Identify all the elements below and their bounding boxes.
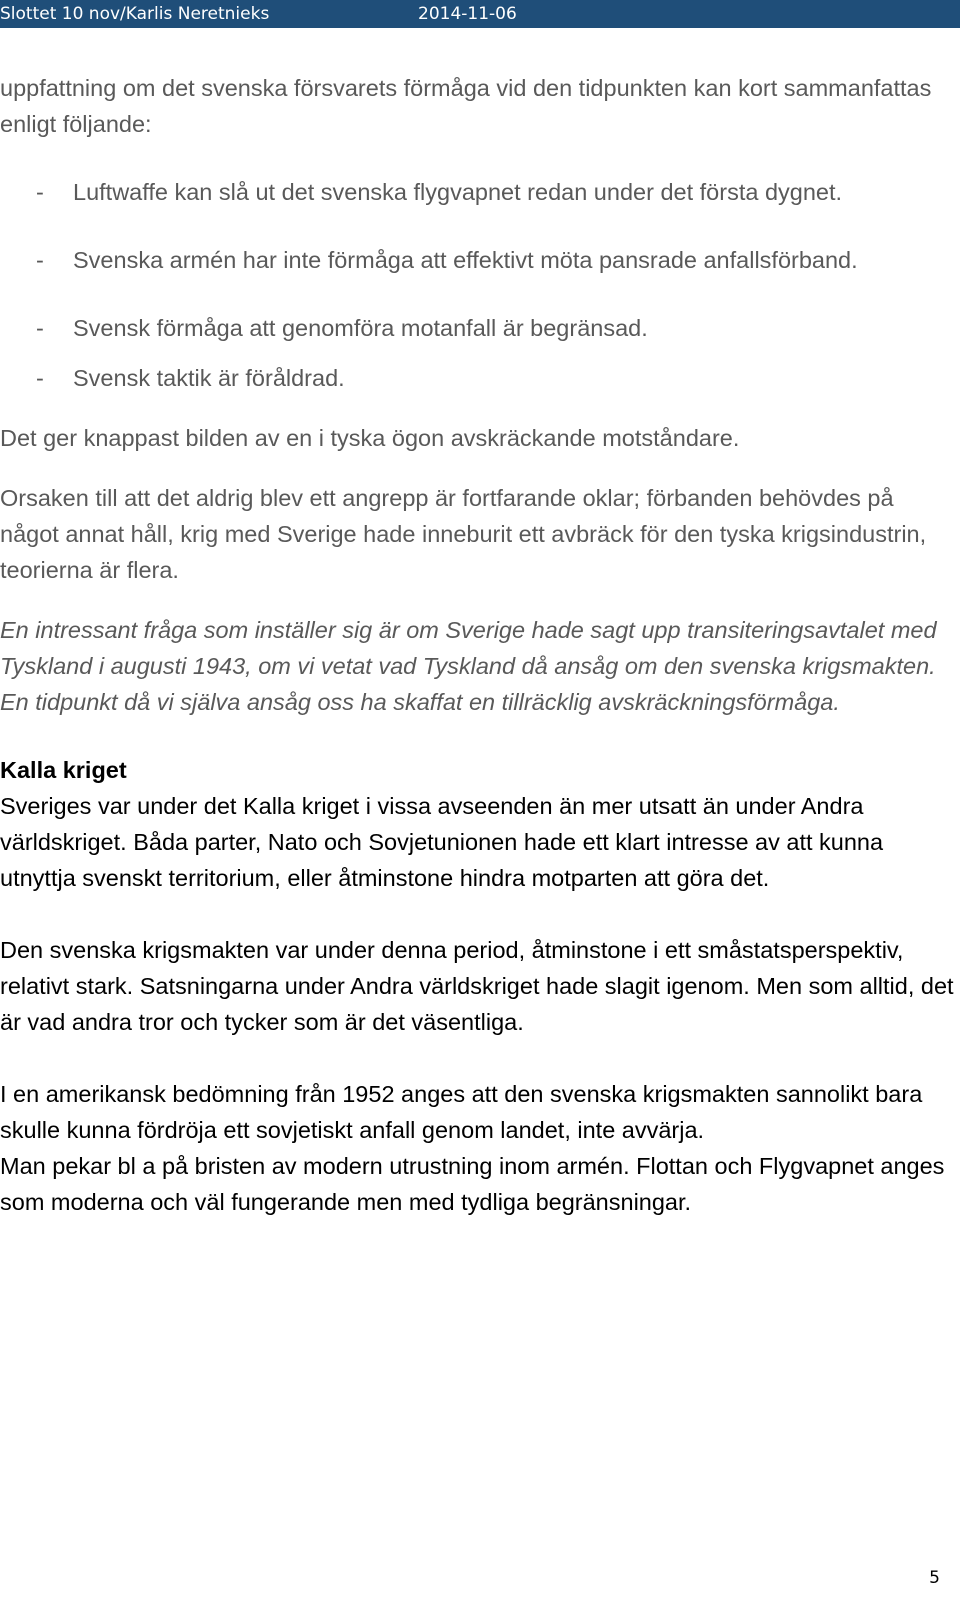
list-item-text: Luftwaffe kan slå ut det svenska flygvapnet redan under det första dygnet. xyxy=(73,179,843,205)
list-marker: - xyxy=(36,247,44,273)
list-item-text: Svensk förmåga att genomföra motanfall är begränsad. xyxy=(73,315,648,341)
header-date: 2014-11-06 xyxy=(418,4,517,24)
document-body xyxy=(0,70,955,1220)
body-paragraph: I en amerikansk bedömning från 1952 anges att den svenska krigsmakten sannolikt bara skulle kunna fördröja ett sovjetiskt anfall genom landet, inte avvärja. xyxy=(0,1081,923,1143)
reason-paragraph: Orsaken till att det aldrig blev ett angrepp är fortfarande oklar; förbanden behövdes på något annat håll, krig med Sverige hade inneburit ett avbräck för den tyska krigsindustrin, teorierna är flera. xyxy=(0,485,927,583)
list-item xyxy=(0,360,955,396)
list-marker: - xyxy=(36,179,44,205)
list-item xyxy=(0,174,955,210)
list-item xyxy=(0,310,955,346)
body-paragraph: Den svenska krigsmakten var under denna period, åtminstone i ett småstatsperspektiv, relativt stark. Satsningarna under Andra världskriget hade slagit igenom. Men som alltid, det är vad andra tror och tycker som är det väsentliga. xyxy=(0,937,954,1035)
header-title: Slottet 10 nov/Karlis Neretnieks xyxy=(0,4,270,24)
page-header xyxy=(0,0,960,28)
list-marker: - xyxy=(36,315,44,341)
conclusion-paragraph: Det ger knappast bilden av en i tyska ögon avskräckande motståndare. xyxy=(0,425,740,451)
body-paragraph: Sveriges var under det Kalla kriget i vissa avseenden än mer utsatt än under Andra världskriget. Båda parter, Nato och Sovjetunionen hade ett klart intresse av att kunna utnyttja svenskt territorium, eller åtminstone hindra motparten att göra det. xyxy=(0,793,884,891)
list-item xyxy=(0,242,955,278)
body-paragraph: Man pekar bl a på bristen av modern utrustning inom armén. Flottan och Flygvapnet anges som moderna och väl fungerande men med tydliga begränsningar. xyxy=(0,1153,945,1215)
intro-paragraph: uppfattning om det svenska försvarets förmåga vid den tidpunkten kan kort sammanfattas enligt följande: xyxy=(0,75,932,137)
section-heading: Kalla kriget xyxy=(0,757,127,783)
list-item-text: Svensk taktik är föråldrad. xyxy=(73,365,345,391)
list-item-text: Svenska armén har inte förmåga att effektivt möta pansrade anfallsförband. xyxy=(73,247,858,273)
italic-paragraph: En intressant fråga som inställer sig är om Sverige hade sagt upp transiteringsavtalet med Tyskland i augusti 1943, om vi vetat vad Tyskland då ansåg om den svenska krigsmakten. En tidpunkt då vi själva ansåg oss ha skaffat en tillräcklig avskräckningsförmåga. xyxy=(0,617,937,715)
list-marker: - xyxy=(36,365,44,391)
page-number: 5 xyxy=(929,1568,940,1588)
